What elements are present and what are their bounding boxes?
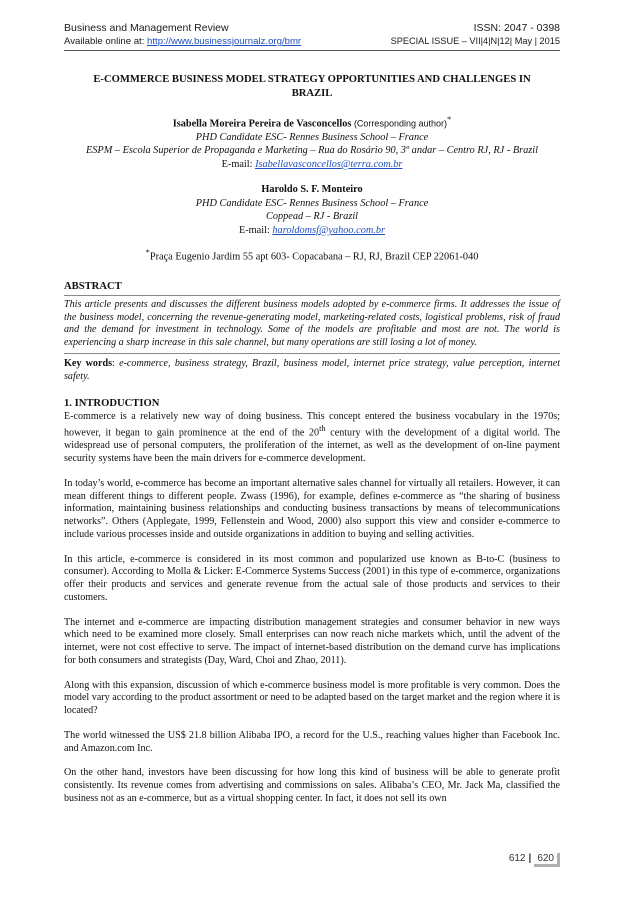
paragraph-6: The world witnessed the US$ 21.8 billion Alibaba IPO, a record for the U.S., reaching values higher than Facebook Inc. and Amazon.com Inc.	[64, 729, 560, 754]
paragraph-3: In this article, e-commerce is considered in its most common and popularized use known as B-to-C (business to consumer). According to Molla & Licker: E-Commerce Systems Success (2001) in this type of e-commerce, organizations offer their products and services and generate revenue from the actual sale of those products and services to their customers.	[64, 553, 560, 603]
keywords-label: Key words	[64, 358, 113, 370]
abstract-heading: ABSTRACT	[64, 280, 122, 292]
postal-address	[64, 247, 560, 262]
corresponding-note: (Corresponding author)	[353, 118, 447, 129]
paragraph-2: In today’s world, e-commerce has become an important alternative sales channel for virtually all retailers. However, it can mean different things to different people. Zwass (1996), for example, defines e-commerce as “the sharing of business information, maintaining business relationships and conducting business transactions by means of telecommunications networks”. Others (Applegate, 1999, Fellenstein and Wood, 2000) also support this view and consider e-commerce to include various processes inside and outside organizations in addition to buying and selling activities.	[64, 477, 560, 540]
paragraph-1-end: century with the development of a digital world. The widespread use of personal computers, the proliferation of the internet, as well as the development of on-line payment security systems have been the main drivers for e-commerce development.	[64, 427, 560, 465]
issue-info: SPECIAL ISSUE – VII|4|N|12| May | 2015	[390, 36, 560, 46]
email-label: E-mail:	[238, 224, 273, 236]
running-header	[64, 22, 560, 51]
keywords-text: e-commerce, business strategy, Brazil, business model, internet price strategy, value perception, internet safety.	[64, 358, 560, 382]
abstract-top-rule	[64, 295, 560, 296]
page-separator: |	[528, 853, 532, 864]
author1-email-link[interactable]: Isabellavasconcellos@terra.com.br	[255, 158, 403, 170]
paragraph-1	[64, 411, 560, 466]
page-footer	[0, 853, 560, 867]
keywords: Key words: e-commerce, business strategy, Brazil, business model, internet price strategy, value perception, internet safety.	[64, 358, 560, 382]
author2-affiliation-1: PHD Candidate ESC- Rennes Business School – France	[195, 197, 429, 209]
author2-name: Haroldo S. F. Monteiro	[261, 184, 363, 196]
page-number: 612	[508, 853, 526, 864]
paragraph-1-start: E-commerce is a relatively new way of doing business. This concept entered the business vocabulary in the 1970s; however, it began to gain prominence at the end of the 20	[64, 410, 560, 439]
author2-email-link[interactable]: haroldomsf@yahoo.com.br	[272, 224, 386, 236]
available-prefix: Available online at:	[64, 36, 148, 47]
email-label: E-mail:	[221, 158, 256, 170]
availability	[64, 36, 301, 47]
asterisk-mark: *	[145, 247, 150, 258]
journal-url-link[interactable]: http://www.businessjournalz.org/bmr	[147, 36, 302, 47]
author-block-1	[64, 113, 560, 171]
author1-affiliation-1: PHD Candidate ESC- Rennes Business School – France	[195, 131, 429, 143]
total-pages: 620	[534, 853, 560, 867]
author2-affiliation-2: Coppead – RJ - Brazil	[265, 211, 359, 223]
author1-affiliation-2: ESPM – Escola Superior de Propaganda e Marketing – Rua do Rosário 90, 3º andar – Centro RJ, RJ - Brazil	[85, 145, 538, 157]
header-divider	[64, 50, 560, 51]
paragraph-4: The internet and e-commerce are impacting distribution management strategies and consumer behavior in new ways which need to be examined more closely. Small enterprises can now reach niche markets which, until the advent of the internet, were not cost effective to serve. The impact of internet-based distribution on the demand curve has implications for both consumers and strategists (Day, Ward, Choi and Zhao, 2011).	[64, 616, 560, 666]
author-block-2	[64, 183, 560, 237]
issn: ISSN: 2047 - 0398	[473, 22, 560, 34]
paper-title: E-COMMERCE BUSINESS MODEL STRATEGY OPPORTUNITIES AND CHALLENGES IN BRAZIL	[93, 74, 531, 99]
paragraph-5: Along with this expansion, discussion of which e-commerce business model is more profitable is very common. Does the model vary according to the product assortment or need to be adapted based on the target market and the region where it is located?	[64, 679, 560, 717]
asterisk-mark: *	[447, 114, 452, 124]
journal-name: Business and Management Review	[64, 22, 229, 34]
ordinal-suffix: th	[319, 424, 326, 434]
author1-name: Isabella Moreira Pereira de Vasconcellos	[172, 118, 352, 130]
abstract-text: This article presents and discusses the different business models adopted by e-commerce firms. It addresses the issue of the business model, concerning the revenue-generating model, marketing-related costs, logistical problems, risk of fraud and the demand for investment in technology. Some of the models are profitable and most are not. The world is experiencing a sharp increase in this sale channel, but many operations are still losing a lot of money.	[64, 298, 560, 349]
paragraph-7: On the other hand, investors have been discussing for how long this kind of business will be able to generate profit consistently. Its revenue comes from advertising and commissions on sales. Alibaba’s CEO, Mr. Jack Ma, classified the business not as an e-commerce, but as a virtual shopping center. In fact, it does not sell its own	[64, 767, 560, 804]
address-text: Praça Eugenio Jardim 55 apt 603- Copacabana – RJ, RJ, Brazil CEP 22061-040	[149, 251, 479, 263]
abstract-bottom-rule	[64, 353, 560, 354]
page	[64, 0, 560, 806]
section-heading: 1. INTRODUCTION	[64, 397, 160, 409]
